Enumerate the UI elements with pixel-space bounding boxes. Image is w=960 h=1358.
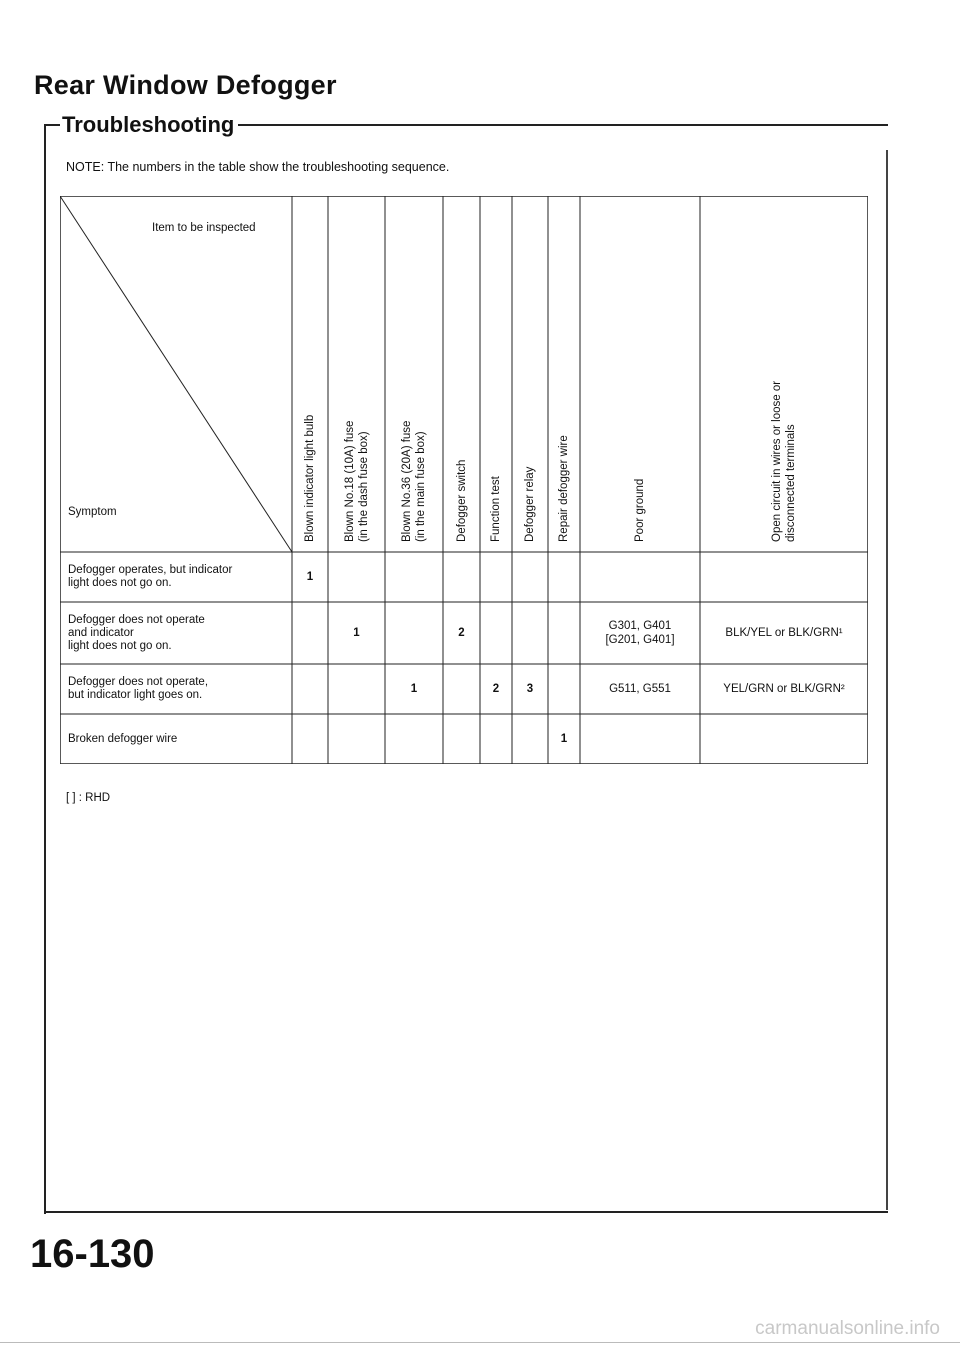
symptom-cell [68,614,205,653]
sequence-cell: 1 [353,627,360,639]
sequence-cell: BLK/YEL or BLK/GRN¹ [725,627,843,639]
column-header-line: (in the dash fuse box) [357,431,370,542]
column-header-line: Defogger relay [524,466,536,542]
symptom-line: light does not go on. [68,577,172,589]
symptom-line: light does not go on. [68,639,172,652]
corner-diagonal [60,196,292,552]
symptom-line: but indicator light goes on. [68,689,203,701]
sequence-cell: 3 [526,683,534,695]
page-title: Rear Window Defogger [34,70,337,100]
corner-symptom-label: Symptom [68,506,117,518]
column-header-line: Blown indicator light bulb [304,414,316,542]
symptom-line: and indicator [68,626,134,639]
rhd-legend: [ ] : RHD [66,792,111,804]
sequence-cell: YEL/GRN or BLK/GRN² [723,683,845,695]
frame-right-rule [886,150,888,1210]
column-header [770,381,798,542]
column-header-line: Repair defogger wire [558,435,570,542]
column-header [303,415,317,542]
column-header-line: Function test [490,476,502,542]
table-note: NOTE: The numbers in the table show the troubleshooting sequence. [66,160,450,174]
column-header-line: (in the main fuse box) [415,431,427,542]
column-header [343,421,371,542]
column-header [557,435,571,542]
symptom-cell [68,564,232,590]
sequence-cell: G301, G401 [G201, G401] [605,620,675,646]
column-header-line: Blown No.18 (10A) fuse [343,420,356,542]
column-header [523,467,537,542]
sequence-cell: 2 [458,627,465,639]
site-watermark: carmanualsonline.info [755,1318,940,1339]
column-header-line: Defogger switch [455,459,468,542]
symptom-cell [68,676,208,702]
troubleshooting-table [60,196,868,764]
page-number: 16-130 [30,1232,155,1276]
section-heading: Troubleshooting [60,112,238,138]
frame-top-rule-right [238,124,888,126]
column-header-line: Blown No.36 (20A) fuse [401,420,413,542]
sequence-cell: G511, G551 [609,683,671,695]
footer-rule [0,1342,960,1343]
corner-item-label: Item to be inspected [152,222,256,234]
sequence-cell: 1 [560,733,568,745]
column-header [400,421,428,542]
symptom-line: Broken defogger wire [68,732,178,745]
symptom-cell [68,733,177,746]
frame-bottom-rule [44,1211,888,1213]
sequence-cell: 1 [306,571,314,583]
column-header [489,476,503,542]
column-header-line: disconnected terminals [785,424,797,542]
sequence-cell: 1 [410,683,418,695]
symptom-line: Defogger does not operate, [68,676,209,688]
column-header-line: Open circuit in wires or loose or [771,380,783,542]
column-header [455,460,469,542]
frame-left-rule [44,124,46,1214]
sequence-cell: 2 [492,683,500,695]
column-header-line: Poor ground [634,478,646,542]
symptom-line: Defogger does not operate [68,613,205,626]
symptom-line: Defogger operates, but indicator [68,564,233,576]
column-header [633,479,647,542]
